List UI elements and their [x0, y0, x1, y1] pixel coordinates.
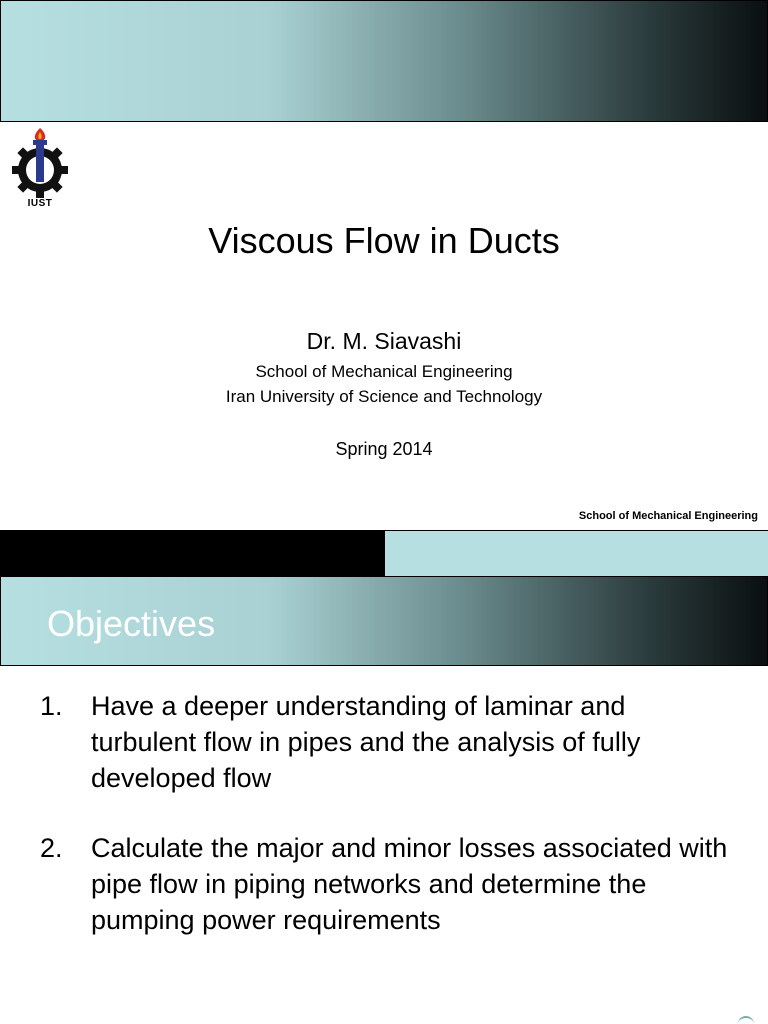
objectives-banner — [0, 576, 768, 666]
footer-black-block — [0, 530, 385, 576]
author-name: Dr. M. Siavashi — [306, 328, 462, 354]
list-item-text: Calculate the major and minor losses associated with pipe flow in piping networks and determine the pumping power requirements — [91, 833, 728, 935]
list-item-number: 2. — [40, 833, 63, 863]
term-label: Spring 2014 — [335, 439, 433, 459]
objectives-title: Objectives — [47, 603, 216, 644]
list-item-number: 1. — [40, 691, 63, 721]
corner-decoration — [738, 1016, 754, 1024]
slide-footer-bar — [0, 530, 768, 576]
top-banner — [0, 0, 768, 122]
gear-torch-icon — [8, 126, 72, 200]
objectives-list — [0, 688, 768, 972]
logo-text: IUST — [27, 198, 53, 209]
affiliation-university: Iran University of Science and Technology — [225, 387, 543, 406]
affiliation-school: School of Mechanical Engineering — [255, 362, 513, 381]
list-item — [0, 688, 768, 796]
slide-title: Viscous Flow in Ducts — [208, 220, 560, 261]
list-item-text: Have a deeper understanding of laminar and turbulent flow in pipes and the analysis of fully developed flow — [91, 691, 641, 793]
footer-school-label: School of Mechanical Engineering — [578, 510, 758, 522]
footer-cyan-block — [385, 530, 768, 576]
list-item — [0, 830, 768, 938]
iust-logo — [8, 126, 72, 214]
